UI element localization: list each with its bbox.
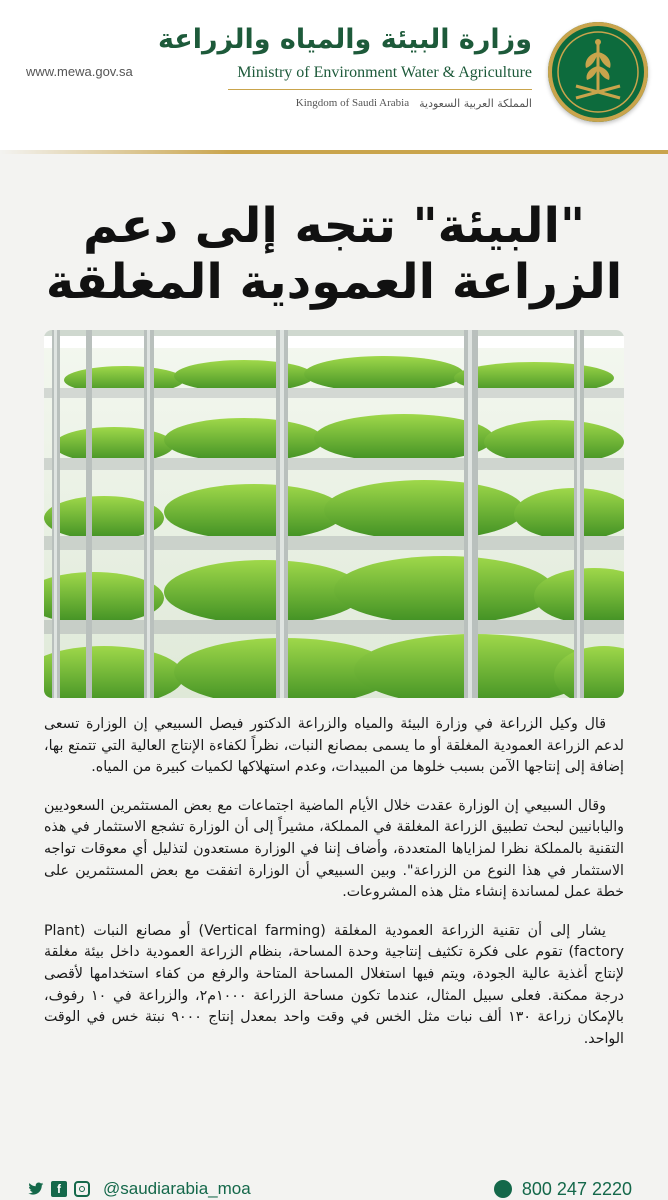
kingdom-arabic: المملكة العربية السعودية: [419, 97, 532, 110]
kingdom-english: Kingdom of Saudi Arabia: [295, 97, 410, 109]
twitter-icon[interactable]: [28, 1181, 44, 1197]
ministry-emblem-icon: [548, 22, 648, 122]
article-body: [44, 714, 624, 1067]
header-gold-line: [0, 150, 668, 154]
instagram-icon[interactable]: [74, 1181, 90, 1197]
headline-line-2: الزراعة العمودية المغلقة: [45, 254, 623, 310]
website-url[interactable]: www.mewa.gov.sa: [26, 64, 133, 79]
headline-line-1: "البيئة" تتجه إلى دعم: [83, 198, 585, 254]
article-paragraph-1: قال وكيل الزراعة في وزارة البيئة والمياه والزراعة الدكتور فيصل السبيعي إن الوزارة تسعى لدعم الزراعة العمودية المغلقة أو ما يسمى بمصانع النبات، نظراً لكفاءة الإنتاج العالية التي تتمتع بها، إضافة إلى إنتاجها الآمن بسبب خلوها من المبيدات، وعدم استهلاكها لكميات كبيرة من المياه.: [44, 716, 624, 776]
facebook-icon[interactable]: f: [51, 1181, 67, 1197]
article-paragraph-2: وقال السبيعي إن الوزارة عقدت خلال الأيام الماضية اجتماعات مع بعض المستثمرين السعوديين واليابانيين لبحث تطبيق الزراعة المغلقة في المملكة، مشيراً إلى أن الوزارة تشجع الاستثمار في هذه التقنية بالمملكة نظرا لمزاياها المتعددة، وأضاف إننا في الوزارة مستعدون لتذليل أي معوقات تواجه الاستثمار في هذا النوع من الزراعة". وبين السبيعي أن الوزارة اتفقت مع بعض المستثمرين على خطة عمل لمساندة إنشاء مثل هذه المشروعات.: [44, 797, 624, 901]
footer: [0, 1178, 668, 1200]
ministry-name-arabic: وزارة البيئة والمياه والزراعة: [157, 24, 532, 55]
article-paragraph-3: يشار إلى أن تقنية الزراعة العمودية المغلقة (Vertical farming) أو مصانع النبات (Plant factory) تقوم على فكرة تكثيف إنتاجية وحدة المساحة، بنظام الزراعة العمودية داخل بيئة مغلقة لإنتاج أغذية عالية الجودة، ويتم فيها استغلال المساحة المتاحة والرفع من كفاء استخدامها لأقصى درجة ممكنة. فعلى سبيل المثال، عندما تكون مساحة الزراعة ١٠٠٠م٢، والزراعة في ١٠ رفوف، بالإمكان زراعة ١٣٠ ألف نبات مثل الخس في وقت واحد بمعدل إنتاج ٩٠٠٠ نبتة خس في الوقت الواحد.: [44, 922, 624, 1047]
social-handle[interactable]: @saudiarabia_moa: [103, 1179, 251, 1198]
header: [0, 0, 668, 152]
phone-icon: [494, 1180, 512, 1198]
kingdom-label: [296, 97, 532, 110]
ministry-name-english: Ministry of Environment Water & Agriculture: [237, 64, 532, 81]
phone-number[interactable]: 800 247 2220: [521, 1178, 632, 1199]
article-headline: [40, 198, 628, 310]
phone-contact: [494, 1179, 632, 1200]
social-links: [28, 1179, 251, 1199]
header-divider: [228, 89, 532, 90]
vertical-farm-photo: [44, 330, 624, 698]
